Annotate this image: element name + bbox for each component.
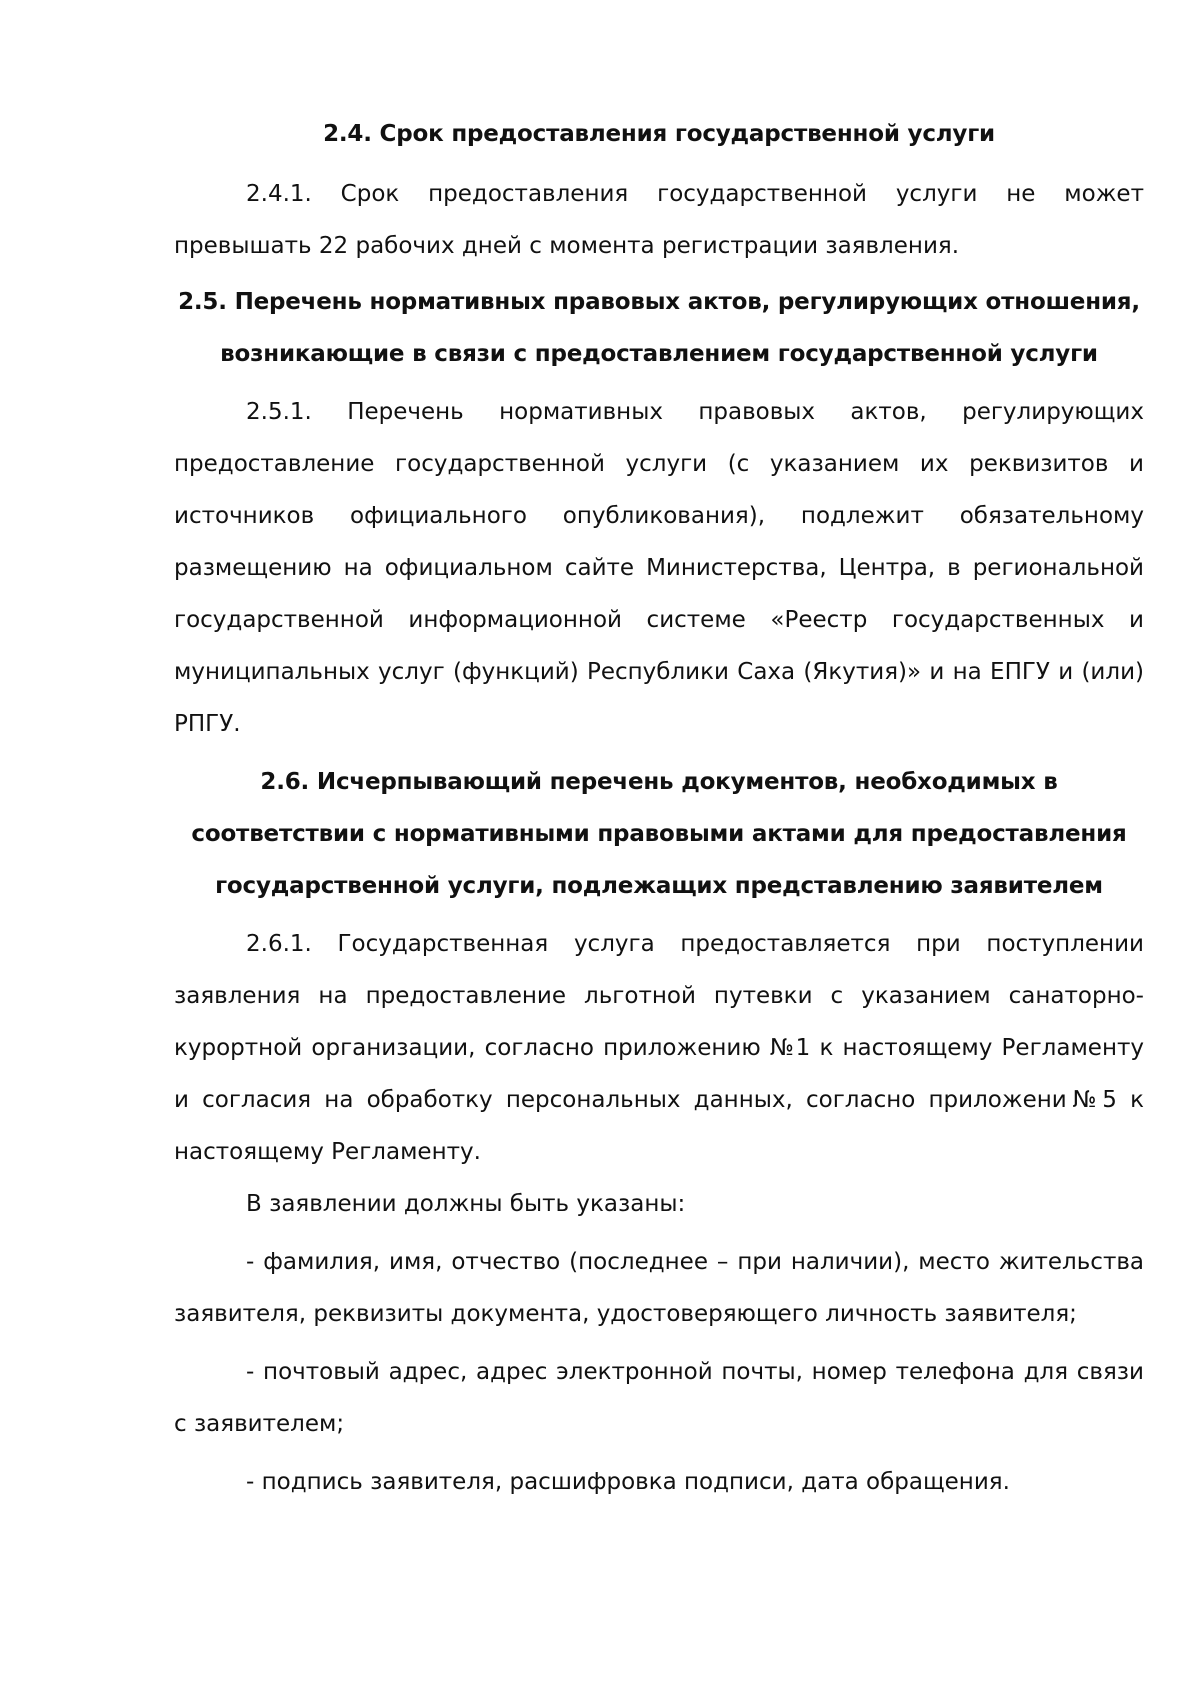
paragraph-2-6-1: 2.6.1. Государственная услуга предоставляется при поступлении заявления на предоставление льготной путевки с указанием санаторно-курортной организации, согласно приложению №1 к настоящему Регламенту и согласия на обработку персональных данных, согласно приложени№5 к настоящему Регламенту. [174,931,1144,1165]
heading-2-5: 2.5. Перечень нормативных правовых актов, регулирующих отношения, возникающие в связи с предоставлением государственной услуги [178,289,1140,367]
paragraph-application-requirements: В заявлении должны быть указаны: [246,1191,686,1217]
document-body [174,108,1144,1514]
list-item: - подпись заявителя, расшифровка подписи, дата обращения. [246,1469,1010,1495]
list-item: - фамилия, имя, отчество (последнее – при наличии), место жительства заявителя, реквизиты документа, удостоверяющего личность заявителя; [174,1249,1144,1327]
list-item: - почтовый адрес, адрес электронной почты, номер телефона для связи с заявителем; [174,1359,1144,1437]
paragraph-2-4-1: 2.4.1. Срок предоставления государственной услуги не может превышать 22 рабочих дней с момента регистрации заявления. [174,181,1144,259]
heading-2-6: 2.6. Исчерпывающий перечень документов, необходимых в соответствии с нормативными правовыми актами для предоставления государственной услуги, подлежащих представлению заявителем [191,769,1127,899]
heading-2-4: 2.4. Срок предоставления государственной услуги [323,121,995,147]
paragraph-2-5-1: 2.5.1. Перечень нормативных правовых актов, регулирующих предоставление государственной услуги (с указанием их реквизитов и источников официального опубликования), подлежит обязательному размещению на официальном сайте Министерства, Центра, в региональной государственной информационной системе «Реестр государственных и муниципальных услуг (функций) Республики Саха (Якутия)» и на ЕПГУ и (или) РПГУ. [174,399,1144,737]
